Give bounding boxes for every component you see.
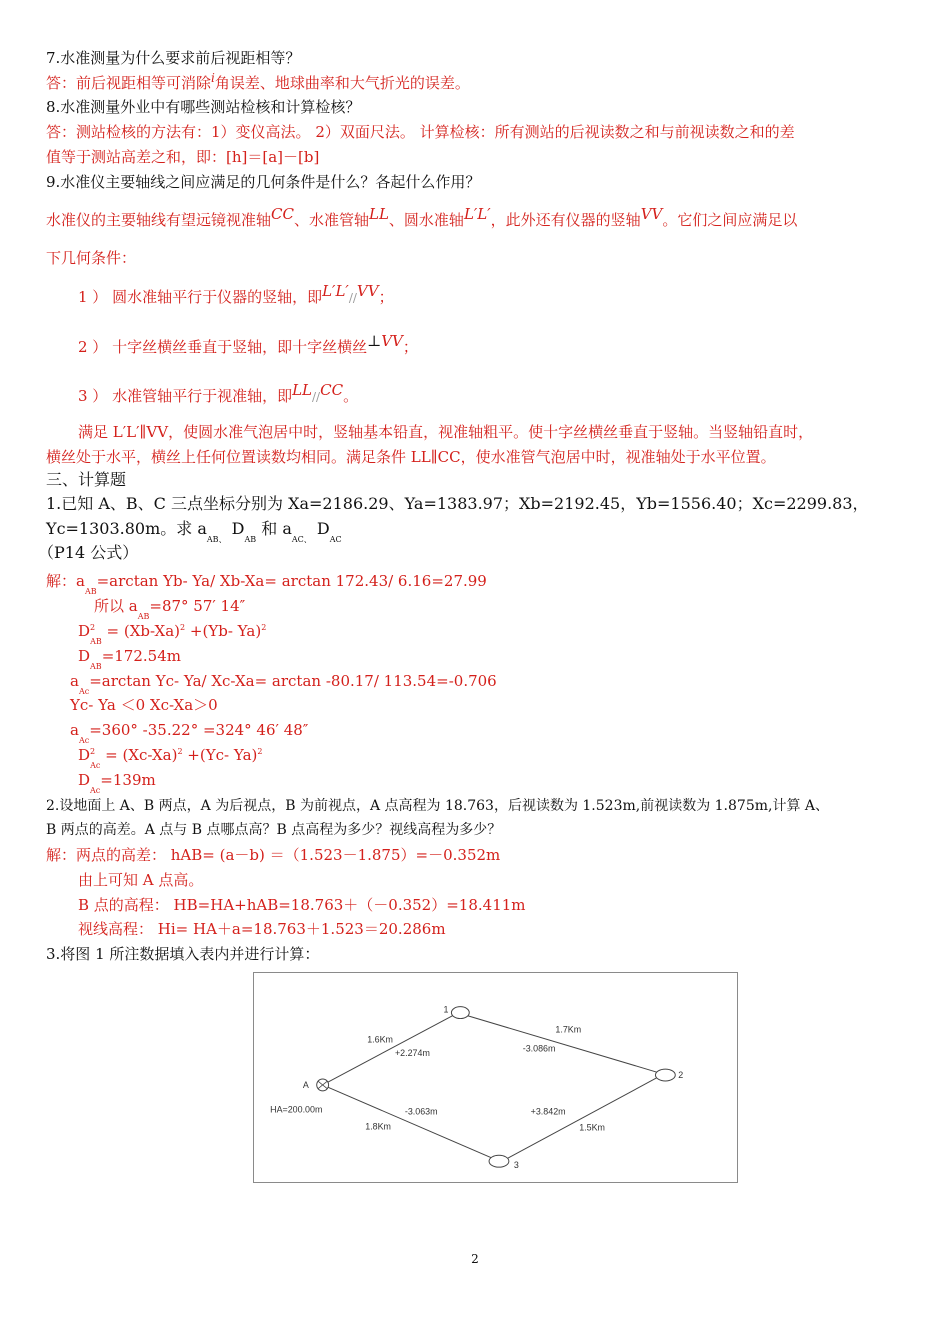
label-point-2: 2 [678,1069,684,1080]
q9-paragraph-line2: 横丝处于水平，横丝上任何位置读数均相同。满足条件 LL∥CC，使水准管气泡居中时，视准轴处于水平位置。 [46,448,776,466]
point-1-marker [451,1007,469,1019]
q8-answer-line1: 答：测站检核的方法有：1）变仪高法。 2）双面尺法。 计算检核：所有测站的后视读数之和与前视读数之和的差 [46,123,795,141]
label-a3-distance: 1.8Km [365,1121,391,1132]
q9-intro-line2: 下几何条件： [46,249,137,267]
label-12-diff: -3.086m [522,1043,556,1054]
c2-answer-3: B 点的高程： HB=HA+hAB=18.763＋（－0.352）=18.411m [78,896,526,914]
c1-problem-line2: Yc=1303.80m。求 $a_{AB、}$ $D_{AB}$ 和 $a_{AC、}$ $D_{AC}$ [46,519,342,544]
q7-question: 7.水准测量为什么要求前后视距相等？ [46,49,301,67]
label-32-distance: 1.5Km [579,1122,605,1133]
c1-problem-line1: 1.已知 A、B、C 三点坐标分别为 Xa=2186.29、Ya=1383.97；Xb=2192.45，Yb=1556.40；Xc=2299.83， [46,494,869,513]
label-a1-distance: 1.6Km [367,1034,393,1045]
label-a1-diff: +2.274m [394,1048,430,1059]
c2-answer-2: 由上可知 A 点高。 [78,871,204,889]
q9-paragraph-line1: 满足 L′L′∥VV，使圆水准气泡居中时，竖轴基本铅直，视准轴粗平。使十字丝横丝垂直于竖轴。当竖轴铅直时， [78,423,814,441]
c1-step-9: $D_{Ac}=139m$ [78,771,156,795]
label-12-distance: 1.7Km [555,1024,582,1035]
c1-step-8: $D^2_{Ac} = (Xc-Xa)^2 +(Yc-$ Ya)$^2$ [78,746,263,770]
c1-step-3: $D^2_{AB} = (Xb-Xa)^2 +(Yb-$ Ya)$^2$ [78,622,267,646]
c1-step-6: Yc- Ya ＜0 Xc-Xa＞0 [70,696,218,714]
c1-step-7: $a_{Ac}=360^\circ$ -35.22° =324° 46′ 48″ [70,721,309,745]
c2-problem-line2: B 两点的高差。A 点与 B 点哪点高？B 点高程为多少？视线高程为多少？ [46,822,502,838]
q8-answer-line2: 值等于测站高差之和，即：[h]＝[a]－[b] [46,148,320,166]
c2-problem-line1: 2.设地面上 A、B 两点，A 为后视点，B 为前视点，A 点高程为 18.763，后视读数为 1.523m,前视读数为 1.875m,计算 A、 [46,798,830,814]
line-3-2 [506,1078,657,1159]
label-point-a: A [302,1079,309,1090]
label-point-1: 1 [443,1004,449,1015]
q7-answer: 答：前后视距相等可消除$^i$角误差、地球曲率和大气折光的误差。 [46,71,470,92]
line-a-3 [323,1085,497,1160]
label-ha: HA=200.00m [270,1104,323,1115]
page-number: 2 [471,1252,479,1266]
section-heading: 三、计算题 [46,470,127,489]
q9-condition-3: 3 ） 水准管轴平行于视准轴，即LL//CC。 [78,381,359,405]
q9-condition-2: 2 ） 十字丝横丝垂直于竖轴，即十字丝横丝⊥VV； [78,332,418,356]
label-a3-diff: -3.063m [404,1106,438,1117]
q9-condition-1: 1 ） 圆水准轴平行于仪器的竖轴，即L′L′//VV； [78,282,394,306]
c1-step-2: 所以 $a_{AB}=87^\circ$ 57′ 14″ [94,597,246,621]
q9-intro-line1: 水准仪的主要轴线有望远镜视准轴CC、水准管轴LL、圆水准轴L′L′，此外还有仪器的竖轴VV。它们之间应满足以 [46,205,798,229]
label-32-diff: +3.842m [530,1106,566,1117]
c3-problem: 3.将图 1 所注数据填入表内并进行计算： [46,945,320,963]
label-point-3: 3 [513,1160,519,1171]
c2-answer-4: 视线高程： Hi= HA＋a=18.763＋1.523＝20.286m [78,920,446,938]
c2-answer-1: 解：两点的高差： hAB= (a－b) ＝（1.523－1.875）=－0.352m [46,846,501,864]
leveling-route-figure [253,972,738,1183]
c1-step-4: $D_{AB}=172.54m$ [78,647,181,671]
c1-formula-ref: （P14 公式） [38,543,139,562]
c1-step-1: 解：$a_{AB}=\arctan$ Yb- Ya/ Xb-Xa= arctan 172.43/ 6.16=27.99 [46,572,487,596]
q8-question: 8.水准测量外业中有哪些测站检核和计算检核？ [46,98,361,116]
point-2-marker [655,1069,675,1081]
q9-question: 9.水准仪主要轴线之间应满足的几何条件是什么？各起什么作用？ [46,173,481,191]
c1-step-5: $a_{Ac}=\arctan$ Yc- Ya/ Xc-Xa= arctan -80.17/ 113.54=-0.706 [70,672,497,696]
line-a-1 [323,1013,459,1085]
point-3-marker [489,1155,509,1167]
